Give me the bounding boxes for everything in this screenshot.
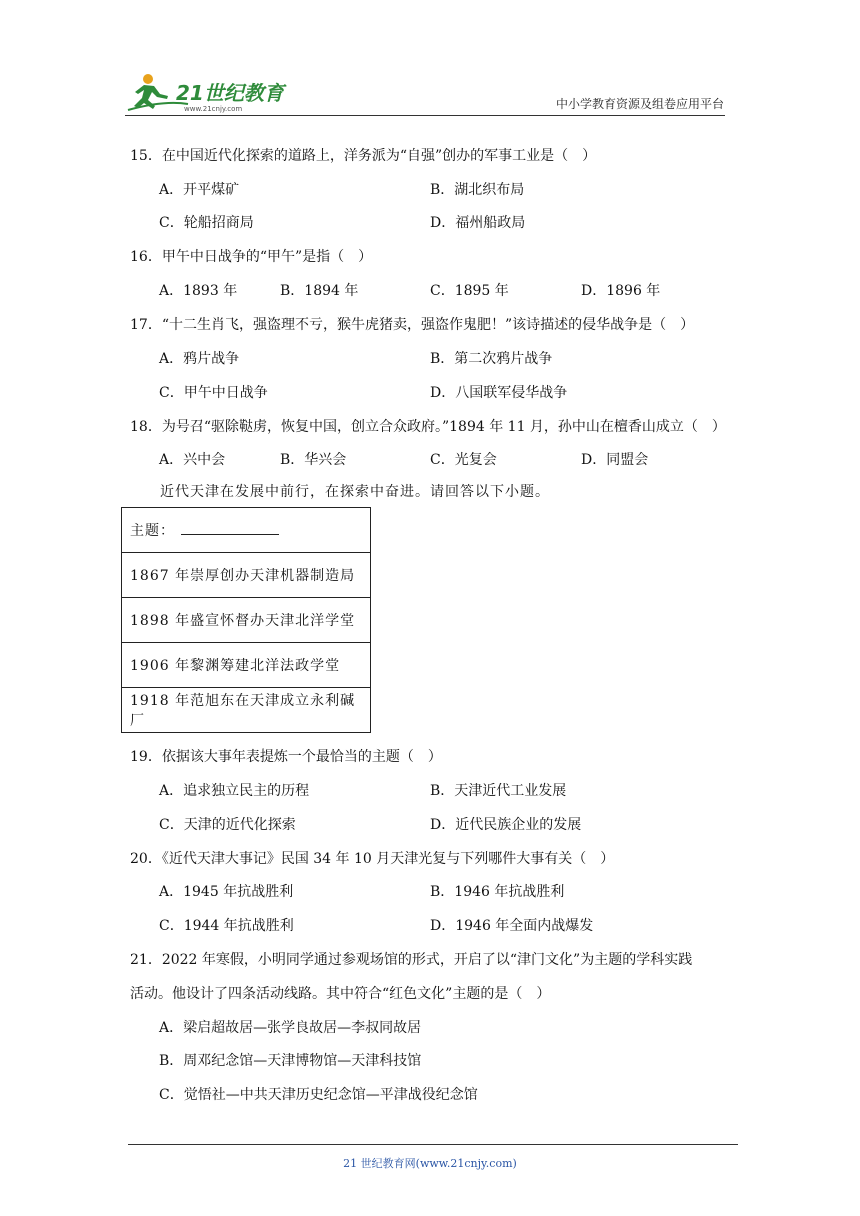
question-17: 17．“十二生肖飞，强盗理不亏，猴牛虎猪卖，强盗作鬼肥！”该诗描述的侵华战争是（ ） (130, 317, 695, 333)
svg-text:21世纪教育: 21世纪教育 (176, 81, 284, 105)
footer-text: 21 世纪教育网(www.21cnjy.com) (343, 1157, 517, 1170)
logo (124, 70, 304, 114)
answer-blank (181, 522, 279, 535)
option: D．1946 年全面内战爆发 (430, 918, 594, 934)
option: B．1894 年 (280, 283, 359, 299)
option: C．1944 年抗战胜利 (159, 918, 294, 934)
option: A．开平煤矿 (159, 182, 240, 198)
option: D．近代民族企业的发展 (430, 817, 582, 833)
option: B．湖北织布局 (430, 182, 525, 198)
timeline-row: 1906 年黎渊筹建北洋法政学堂 (122, 643, 371, 688)
question-16: 16．甲午中日战争的“甲午”是指（ ） (130, 249, 373, 265)
timeline-heading: 主题： (122, 508, 371, 553)
option: C．1895 年 (430, 283, 509, 299)
question-21: 21．2022 年寒假，小明同学通过参观场馆的形式，开启了以“津门文化”为主题的学科实践 (130, 952, 693, 968)
option: D．福州船政局 (430, 215, 526, 231)
option: C．轮船招商局 (159, 215, 254, 231)
option: D．八国联军侵华战争 (430, 385, 568, 401)
option: A．1945 年抗战胜利 (159, 884, 294, 900)
timeline-row: 1867 年崇厚创办天津机器制造局 (122, 553, 371, 598)
runner-head-icon (143, 74, 153, 84)
svg-text:www.21cnjy.com: www.21cnjy.com (184, 105, 243, 113)
option: A．1893 年 (159, 283, 238, 299)
option: C．天津的近代化探索 (159, 817, 296, 833)
question-15: 15．在中国近代化探索的道路上，洋务派为“自强”创办的军事工业是（ ） (130, 148, 597, 164)
option: C．觉悟社—中共天津历史纪念馆—平津战役纪念馆 (159, 1087, 478, 1103)
passage-intro: 近代天津在发展中前行，在探索中奋进。请回答以下小题。 (160, 484, 550, 500)
option: D．同盟会 (581, 452, 649, 468)
question-19: 19．依据该大事年表提炼一个最恰当的主题（ ） (130, 749, 442, 765)
question-20: 20．《近代天津大事记》民国 34 年 10 月天津光复与下列哪件大事有关（ ） (130, 851, 615, 867)
option: B．第二次鸦片战争 (430, 351, 553, 367)
option: C．甲午中日战争 (159, 385, 268, 401)
option: A．鸦片战争 (159, 351, 240, 367)
option: B．1946 年抗战胜利 (430, 884, 565, 900)
option: B．天津近代工业发展 (430, 783, 567, 799)
question-18: 18．为号召“驱除鞑虏，恢复中国，创立合众政府。”1894 年 11 月，孙中山在檀香山成立（ ） (130, 419, 726, 435)
option: A．兴中会 (159, 452, 226, 468)
question-21-continued: 活动。他设计了四条活动线路。其中符合“红色文化”主题的是（ ） (130, 986, 551, 1002)
page-header (120, 68, 724, 116)
option: B．华兴会 (280, 452, 347, 468)
option: A．追求独立民主的历程 (159, 783, 310, 799)
option: C．光复会 (430, 452, 497, 468)
timeline-row: 1898 年盛宣怀督办天津北洋学堂 (122, 598, 371, 643)
timeline-row: 1918 年范旭东在天津成立永利碱厂 (122, 688, 371, 733)
platform-name: 中小学教育资源及组卷应用平台 (555, 97, 724, 111)
footer-divider (128, 1144, 738, 1145)
option: A．梁启超故居—张学良故居—李叔同故居 (159, 1020, 422, 1036)
option: D．1896 年 (581, 283, 661, 299)
header-divider (125, 115, 725, 116)
timeline-table (121, 507, 371, 733)
option: B．周邓纪念馆—天津博物馆—天津科技馆 (159, 1053, 422, 1069)
